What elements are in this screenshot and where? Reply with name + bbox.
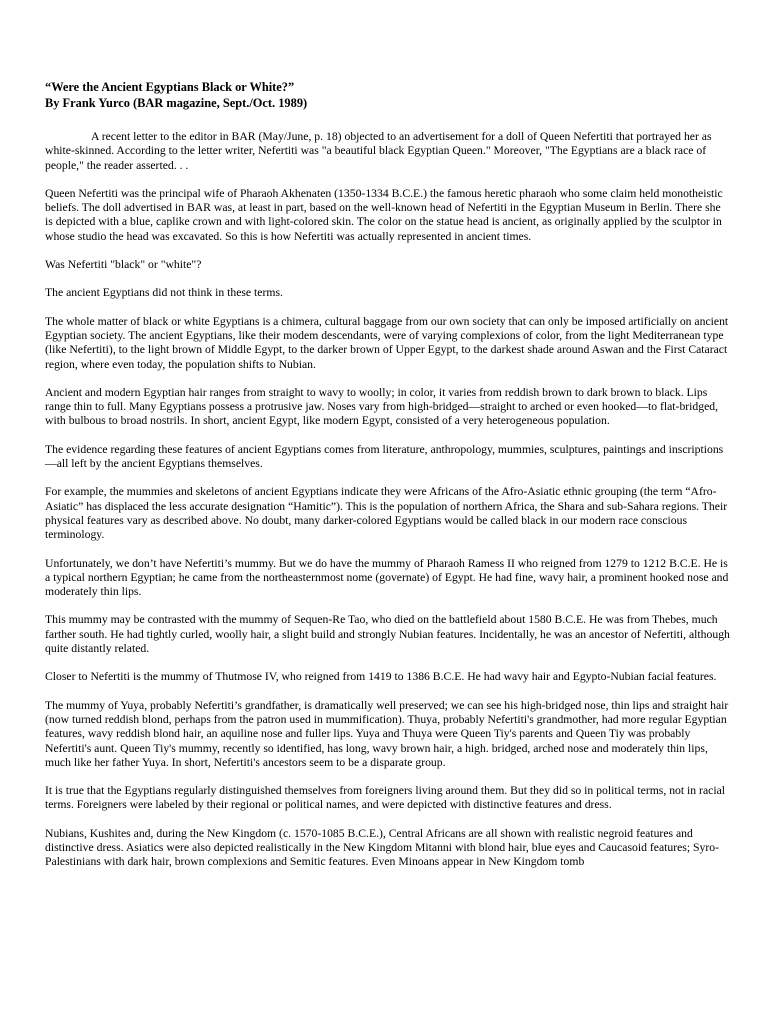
document-page [45, 79, 730, 884]
paragraph-hair-features: Ancient and modern Egyptian hair ranges from straight to wavy to woolly; in color, it varies from reddish brown to dark brown to black. Lips range thin to full. Many Egyptians possess a protrusive jaw. Noses vary from high-bridged—straight to arched or even hooked—to flat-bridged, with bulbous to broad nostrils. In short, ancient Egypt, like modern Egypt, consisted of a very heterogeneous population. [45, 385, 719, 428]
paragraph-answer: The ancient Egyptians did not think in these terms. [45, 286, 283, 300]
paragraph-chimera: The whole matter of black or white Egyptians is a chimera, cultural baggage from our own society that can only be imposed artificially on ancient Egyptian society. The ancient Egyptians, like their modem descendants, were of varying complexions of color, from the light Mediterranean type (like Nefertiti), to the light brown of Middle Egypt, to the darker brown of Upper Egypt, to the darkest shade around Aswan and the First Cataract region, where even today, the population shifts to Nubian. [45, 314, 729, 371]
paragraph-intro: A recent letter to the editor in BAR (May/June, p. 18) objected to an advertisement for a doll of Queen Nefertiti that portrayed her as white-skinned. According to the letter writer, Nefertiti was "a beautiful black Egyptian Queen." Moreover, "The Egyptians are a black race of people," the reader asserted. . . [45, 130, 712, 172]
paragraph-yuya: The mummy of Yuya, probably Nefertiti’s grandfather, is dramatically well preserved; we can see his high-bridged nose, thin lips and straight hair (now turned reddish blond, perhaps from the patron used in mummification). Thuya, probably Nefertiti's grandmother, had more regular Egyptian features, wavy reddish blond hair, an aquiline nose and fuller lips. Yuya and Thuya were Queen Tiy's parents and Queen Tiy was probably Nefertiti's aunt. Queen Tiy's mummy, recently so identified, has long, wavy brown hair, a high. bridged, arched nose and moderately thin lips, much like her father Yuya. In short, Nefertiti's ancestors seem to be a disparate group. [45, 698, 729, 769]
article-title: “Were the Ancient Egyptians Black or White?” [45, 80, 295, 94]
article-heading [45, 79, 730, 111]
paragraph-afro-asiatic: For example, the mummies and skeletons of ancient Egyptians indicate they were Africans of the Afro-Asiatic ethnic grouping (the term “Afro-Asiatic” has displaced the less accurate designation “Hamitic”). This is the population of northern Africa, the Shara and sub-Sahara regions. Their physical features vary as described above. No doubt, many darker-colored Egyptians would be called black in our modern race conscious terminology. [45, 485, 728, 542]
paragraph-ramesses: Unfortunately, we don’t have Nefertiti’s mummy. But we do have the mummy of Pharaoh Ramess II who reigned from 1279 to 1212 B.C.E. He is a typical northern Egyptian; he came from the northeasternmost nome (governate) of Egypt. He had fine, wavy hair, a prominent hooked nose and moderately thin lips. [45, 556, 729, 599]
article-byline: By Frank Yurco (BAR magazine, Sept./Oct. 1989) [45, 96, 308, 110]
paragraph-thutmose: Closer to Nefertiti is the mummy of Thutmose IV, who reigned from 1419 to 1386 B.C.E. He had wavy hair and Egypto-Nubian facial features. [45, 670, 717, 684]
paragraph-nefertiti-wife: Queen Nefertiti was the principal wife of Pharaoh Akhenaten (1350-1334 B.C.E.) the famous heretic pharaoh who some claim held monotheistic beliefs. The doll advertised in BAR was, at least in part, based on the well-known head of Nefertiti in the Egyptian Museum in Berlin. There she is depicted with a blue, caplike crown and with light-colored skin. The color on the statue head is ancient, as originally applied by the sculptor in whose studio the head was excavated. So this is how Nefertiti was actually represented in ancient times. [45, 186, 723, 243]
paragraph-foreigners: It is true that the Egyptians regularly distinguished themselves from foreigners living around them. But they did so in political terms, not in racial terms. Foreigners were labeled by their regional or political names, and were depicted with distinctive features and dress. [45, 784, 726, 812]
paragraph-evidence: The evidence regarding these features of ancient Egyptians comes from literature, anthropology, mummies, sculptures, paintings and inscriptions—all left by the ancient Egyptians themselves. [45, 442, 724, 471]
paragraph-sequen-re: This mummy may be contrasted with the mummy of Sequen-Re Tao, who died on the battlefield about 1580 B.C.E. He was from Thebes, much farther south. He had tightly curled, woolly hair, a slight build and strongly Nubian features. Incidentally, he was an ancestor of Nefertiti, although quite distantly related. [45, 613, 730, 656]
paragraph-question: Was Nefertiti "black" or "white"? [45, 258, 202, 272]
paragraph-nubians: Nubians, Kushites and, during the New Kingdom (c. 1570-1085 B.C.E.), Central Africans are all shown with realistic negroid features and distinctive dress. Asiatics were also depicted realistically in the New Kingdom Mitanni with blond hair, blue eyes and Caucasoid features; Syro-Palestinians with dark hair, brown complexions and Semitic features. Even Minoans appear in New Kingdom tomb [45, 826, 719, 869]
